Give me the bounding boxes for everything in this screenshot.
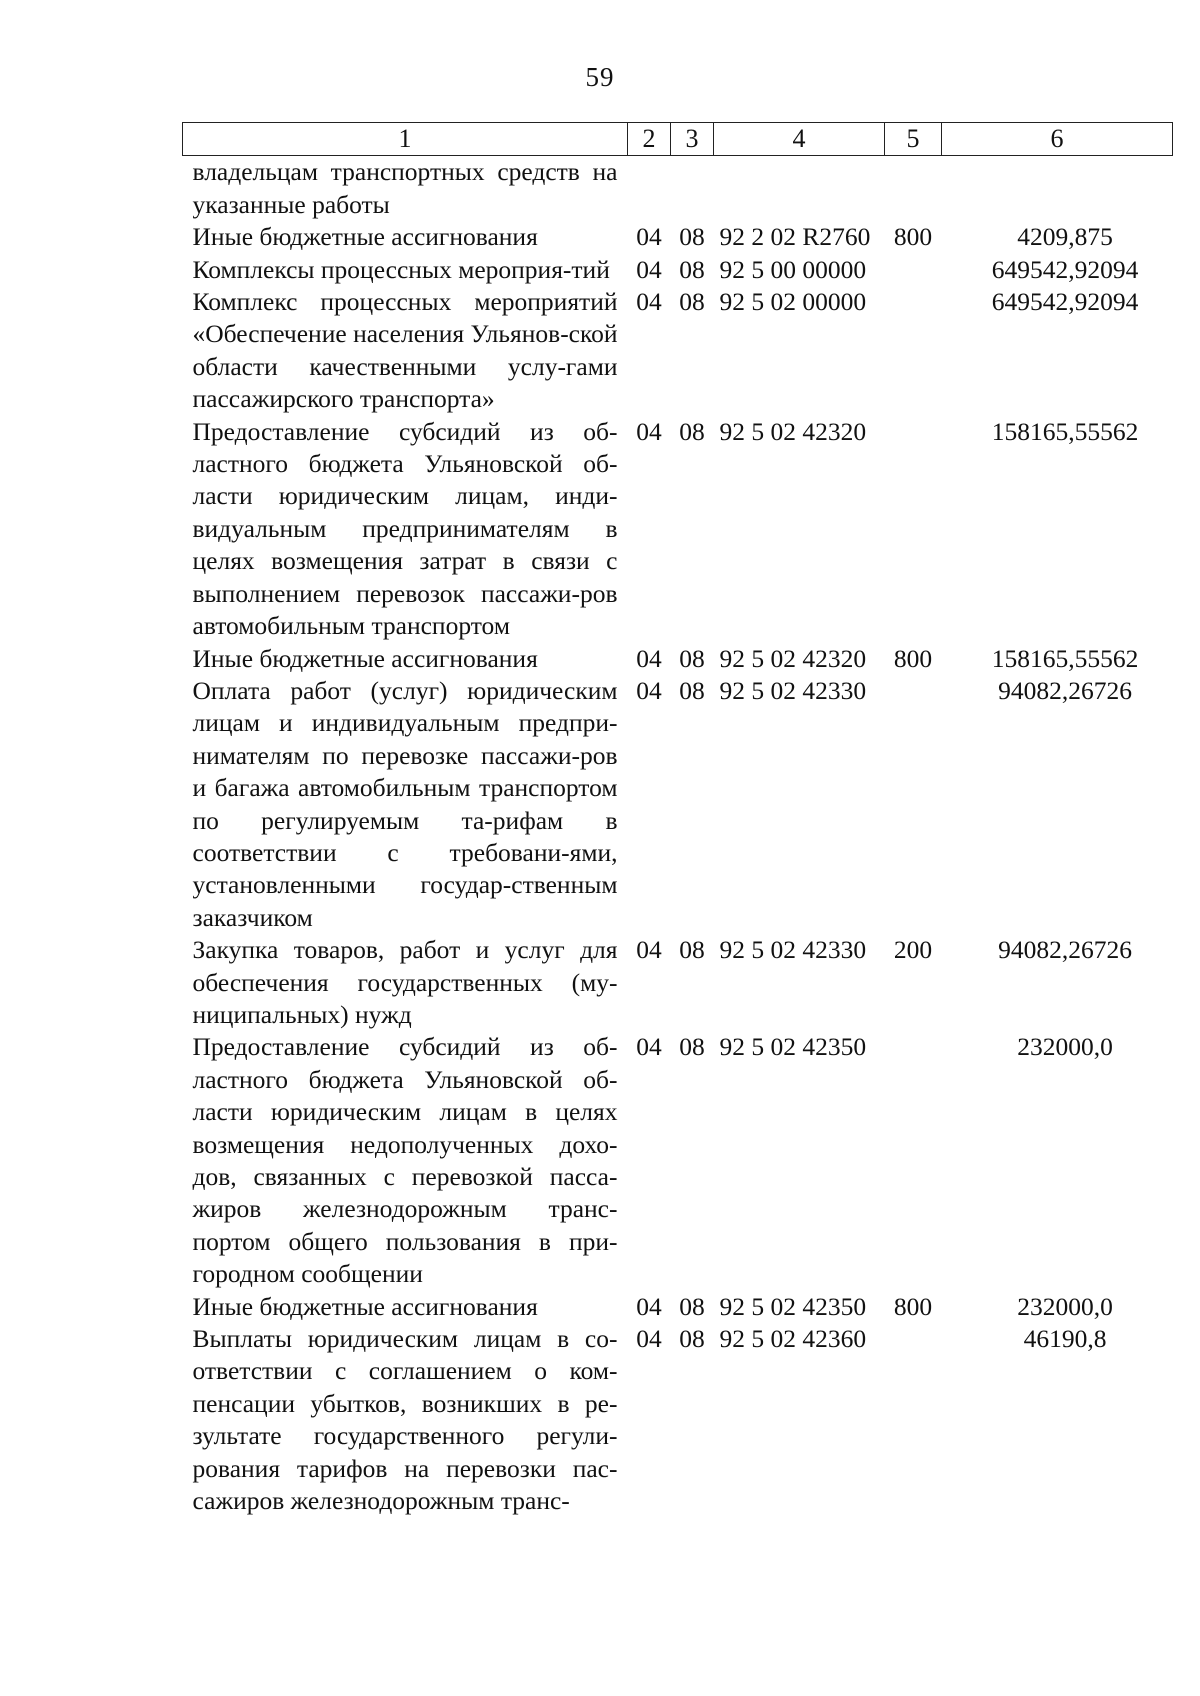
- section-code-cell: 04: [636, 675, 662, 705]
- subsection-code-cell: 08: [679, 675, 705, 705]
- row-name-cell: Предоставление субсидий из об-ластного бюджета Ульяновской об-ласти юридическим лицам, инди-видуальным предпринимателям в целях возмещения затрат в связи с выполнением перевозок пассажи-ров автомобильным транспортом: [192, 416, 618, 641]
- column-header: 1: [183, 123, 628, 156]
- subsection-code-cell: 08: [679, 643, 705, 673]
- table-header-row: [183, 123, 1173, 156]
- target-article-cell: 92 5 02 42360: [719, 1324, 867, 1354]
- section-code-cell: 04: [636, 1032, 662, 1062]
- expense-type-cell: [885, 416, 942, 643]
- table-body: [183, 156, 1173, 1518]
- amount-cell: 649542,92094: [991, 287, 1139, 317]
- section-code-cell: 04: [636, 416, 662, 446]
- subsection-code-cell: 08: [679, 287, 705, 317]
- table-row: [183, 675, 1173, 934]
- expense-type-cell: [885, 156, 942, 221]
- section-code-cell: 04: [636, 935, 662, 965]
- section-code-cell: 04: [636, 222, 662, 252]
- section-code-cell: 04: [636, 1291, 662, 1321]
- expense-type-cell: 200: [893, 935, 933, 965]
- section-code-cell: 04: [636, 1324, 662, 1354]
- table-row: [183, 254, 1173, 286]
- row-name-cell: владельцам транспортных средств на указанные работы: [192, 157, 618, 219]
- section-code-cell: 04: [636, 643, 662, 673]
- amount-cell: [942, 156, 1173, 221]
- row-name-cell: Комплекс процессных мероприятий «Обеспечение населения Ульянов-ской области качественными услу-гами пассажирского транспорта»: [192, 287, 618, 414]
- table-row: [183, 286, 1173, 416]
- amount-cell: 158165,55562: [991, 416, 1139, 446]
- target-article-cell: 92 2 02 R2760: [719, 222, 871, 252]
- table-row: [183, 221, 1173, 253]
- target-article-cell: 92 5 02 42350: [719, 1032, 867, 1062]
- row-name-cell: Комплексы процессных мероприя-тий: [192, 254, 610, 284]
- section-code-cell: 04: [636, 287, 662, 317]
- amount-cell: 94082,26726: [998, 675, 1132, 705]
- row-name-cell: Закупка товаров, работ и услуг для обеспечения государственных (му-ниципальных) нужд: [192, 935, 618, 1029]
- table-row: [183, 156, 1173, 221]
- table-row: [183, 934, 1173, 1031]
- column-header: 5: [885, 123, 942, 156]
- table-row: [183, 416, 1173, 643]
- amount-cell: 158165,55562: [991, 643, 1139, 673]
- amount-cell: 232000,0: [1017, 1032, 1113, 1062]
- expense-type-cell: [885, 675, 942, 934]
- table-row: [183, 1323, 1173, 1517]
- target-article-cell: 92 5 02 42330: [719, 935, 867, 965]
- amount-cell: 649542,92094: [991, 254, 1139, 284]
- target-article-cell: 92 5 02 42350: [719, 1291, 867, 1321]
- column-header: 3: [671, 123, 714, 156]
- expense-type-cell: 800: [893, 1291, 933, 1321]
- column-header: 4: [714, 123, 885, 156]
- amount-cell: 46190,8: [1023, 1324, 1107, 1354]
- subsection-code-cell: [671, 156, 714, 221]
- subsection-code-cell: 08: [679, 935, 705, 965]
- target-article-cell: 92 5 00 00000: [719, 254, 867, 284]
- target-article-cell: 92 5 02 42320: [719, 416, 867, 446]
- target-article-cell: 92 5 02 42320: [719, 643, 867, 673]
- row-name-cell: Иные бюджетные ассигнования: [192, 643, 538, 673]
- table-row: [183, 643, 1173, 675]
- subsection-code-cell: 08: [679, 1032, 705, 1062]
- subsection-code-cell: 08: [679, 416, 705, 446]
- budget-table: [182, 122, 1173, 1517]
- target-article-cell: 92 5 02 42330: [719, 675, 867, 705]
- expense-type-cell: 800: [893, 222, 933, 252]
- table-row: [183, 1031, 1173, 1290]
- section-code-cell: 04: [636, 254, 662, 284]
- subsection-code-cell: 08: [679, 222, 705, 252]
- section-code-cell: [628, 156, 671, 221]
- subsection-code-cell: 08: [679, 254, 705, 284]
- table-row: [183, 1291, 1173, 1323]
- target-article-cell: [714, 156, 885, 221]
- subsection-code-cell: 08: [679, 1291, 705, 1321]
- expense-type-cell: 800: [893, 643, 933, 673]
- row-name-cell: Оплата работ (услуг) юридическим лицам и индивидуальным предпри-нимателям по перевозке пассажи-ров и багажа автомобильным транспортом по регулируемым та-рифам в соответствии с требовани-ями, установленными государ-ственным заказчиком: [192, 675, 618, 932]
- page-number: 59: [585, 62, 615, 92]
- row-name-cell: Выплаты юридическим лицам в со-ответствии с соглашением о ком-пенсации убытков, возникших в ре-зультате государственного регули-рования тарифов на перевозки пас-сажиров железнодорожным транс-: [192, 1324, 618, 1516]
- row-name-cell: Иные бюджетные ассигнования: [192, 1291, 538, 1321]
- expense-type-cell: [885, 1031, 942, 1290]
- expense-type-cell: [885, 254, 942, 286]
- target-article-cell: 92 5 02 00000: [719, 287, 867, 317]
- row-name-cell: Иные бюджетные ассигнования: [192, 222, 538, 252]
- amount-cell: 4209,875: [1017, 222, 1113, 252]
- expense-type-cell: [885, 286, 942, 416]
- column-header: 6: [942, 123, 1173, 156]
- expense-type-cell: [885, 1323, 942, 1517]
- column-header: 2: [628, 123, 671, 156]
- subsection-code-cell: 08: [679, 1324, 705, 1354]
- amount-cell: 232000,0: [1017, 1291, 1113, 1321]
- row-name-cell: Предоставление субсидий из об-ластного бюджета Ульяновской об-ласти юридическим лицам в целях возмещения недополученных дохо-дов, связанных с перевозкой пасса-жиров железнодорожным транс-портом общего пользования в при-городном сообщении: [192, 1032, 618, 1289]
- amount-cell: 94082,26726: [998, 935, 1132, 965]
